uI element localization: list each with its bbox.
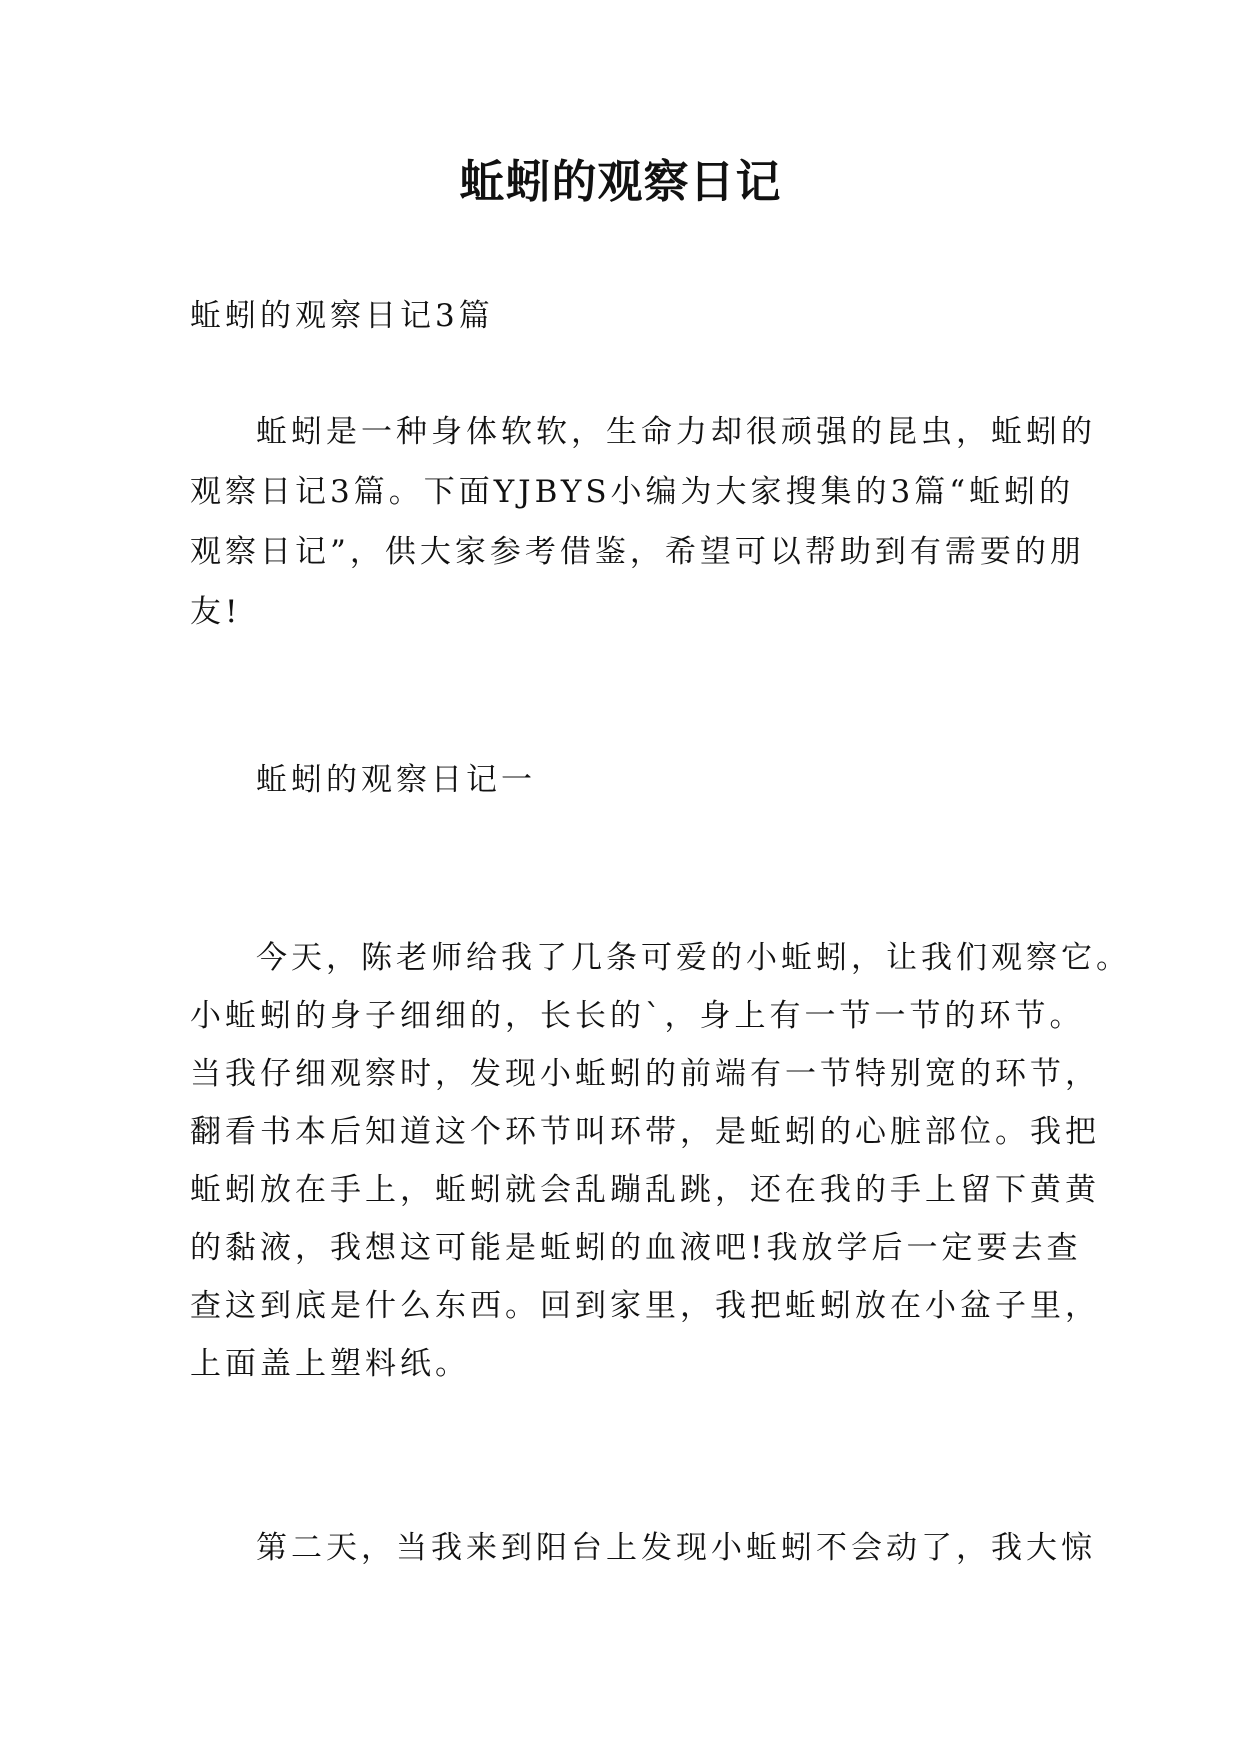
intro-line: 观察日记3篇。下面YJBYS小编为大家搜集的3篇“蚯蚓的	[190, 474, 1075, 510]
intro-line: 蚯蚓是一种身体软软，生命力却很顽强的昆虫，蚯蚓的	[256, 414, 1096, 450]
paragraph-line: 查这到底是什么东西。回到家里，我把蚯蚓放在小盆子里，	[190, 1288, 1100, 1324]
document-title: 蚯蚓的观察日记	[459, 155, 782, 208]
intro-line: 友!	[190, 594, 242, 630]
paragraph-line: 上面盖上塑料纸。	[190, 1346, 470, 1382]
document-subtitle: 蚯蚓的观察日记3篇	[190, 298, 494, 334]
intro-line: 观察日记”，供大家参考借鉴，希望可以帮助到有需要的朋	[190, 534, 1085, 570]
paragraph-line: 的黏液，我想这可能是蚯蚓的血液吧!我放学后一定要去查	[190, 1230, 1082, 1266]
paragraph-line: 翻看书本后知道这个环节叫环带，是蚯蚓的心脏部位。我把	[190, 1114, 1100, 1150]
paragraph-line: 当我仔细观察时，发现小蚯蚓的前端有一节特别宽的环节，	[190, 1056, 1100, 1092]
paragraph-line: 今天，陈老师给我了几条可爱的小蚯蚓，让我们观察它。	[256, 940, 1131, 976]
paragraph-line: 小蚯蚓的身子细细的，长长的`，身上有一节一节的环节。	[190, 998, 1085, 1034]
section-heading: 蚯蚓的观察日记一	[256, 762, 536, 798]
paragraph-line: 第二天，当我来到阳台上发现小蚯蚓不会动了，我大惊	[256, 1530, 1096, 1566]
paragraph-line: 蚯蚓放在手上，蚯蚓就会乱蹦乱跳，还在我的手上留下黄黄	[190, 1172, 1100, 1208]
